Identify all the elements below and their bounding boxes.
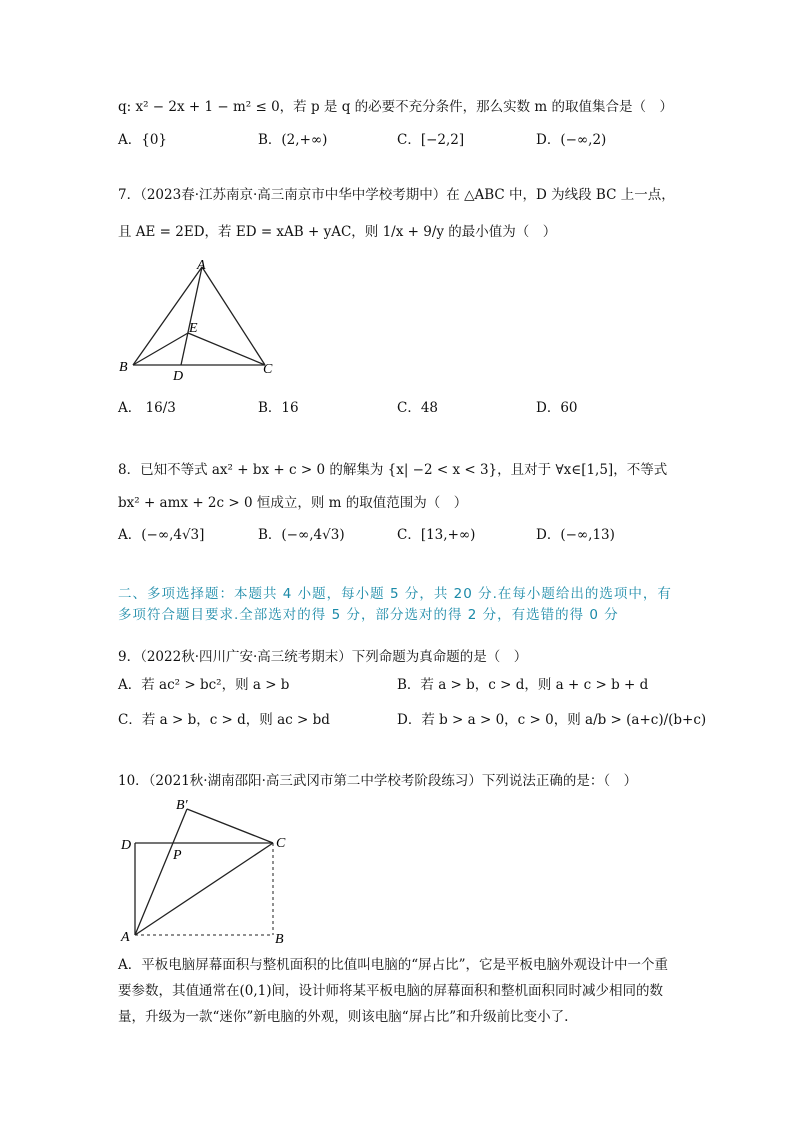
q10-rectangle-figure	[115, 795, 300, 950]
q10-option-a: A．平板电脑屏幕面积与整机面积的比值叫电脑的“屏占比”，它是平板电脑外观设计中一个重要参数，其值通常在(0,1)间，设计师将某平板电脑的屏幕面积和整机面积同时减少相同的数量，升级为一款“迷你”新电脑的外观，则该电脑“屏占比”和升级前比变小了.	[118, 957, 669, 1025]
label-d: D	[121, 838, 132, 853]
segment-ac	[135, 843, 273, 935]
q6-option-c: C．[−2,2]	[397, 132, 465, 148]
q10-stem: 10．（2021秋·湖南邵阳·高三武冈市第二中学校考阶段练习）下列说法正确的是：（ ）	[118, 773, 638, 789]
q7-stem-line2: 且 AE = 2ED，若 ED = xAB + yAC，则 1/x + 9/y 的最小值为（ ）	[118, 224, 557, 240]
segment-ac	[202, 267, 265, 365]
segment-be	[133, 333, 188, 365]
q8-stem-line2: bx² + amx + 2c > 0 恒成立，则 m 的取值范围为（ ）	[118, 495, 468, 511]
q8-option-a: A．(−∞,4√3]	[118, 527, 205, 543]
segment-ec	[188, 333, 265, 365]
label-b: B	[119, 360, 128, 375]
q7-stem-line1: 7．（2023春·江苏南京·高三南京市中华中学校考期中）在 △ABC 中，D 为线段 BC 上一点，	[118, 187, 675, 203]
q8-stem-line1: 8．已知不等式 ax² + bx + c > 0 的解集为 {x| −2 < x < 3}，且对于 ∀x∈[1,5]，不等式	[118, 462, 668, 478]
label-a: A	[197, 258, 206, 273]
segment-ab-prime	[135, 809, 187, 935]
q7-option-d: D．60	[536, 400, 578, 416]
q8-option-b: B．(−∞,4√3)	[258, 527, 345, 543]
section-2-heading: 二、多项选择题：本题共 4 小题，每小题 5 分，共 20 分.在每小题给出的选项中，有多项符合题目要求.全部选对的得 5 分，部分选对的得 2 分，有选错的得 0 分	[118, 586, 672, 623]
q6-option-a: A．{0}	[118, 132, 168, 148]
q8-option-c: C．[13,+∞)	[397, 527, 476, 543]
label-p: P	[173, 848, 182, 863]
q9-stem: 9．（2022秋·四川广安·高三统考期末）下列命题为真命题的是（ ）	[118, 649, 528, 665]
label-b: B	[275, 932, 284, 947]
q7-option-b: B．16	[258, 400, 299, 416]
label-c: C	[263, 362, 273, 377]
q6-option-d: D．(−∞,2)	[536, 132, 607, 148]
segment-b-prime-c	[187, 809, 273, 843]
label-a: A	[121, 930, 130, 945]
q6-option-b: B．(2,+∞)	[258, 132, 328, 148]
q7-triangle-figure	[115, 255, 285, 385]
q8-option-d: D．(−∞,13)	[536, 527, 615, 543]
q7-option-c: C．48	[397, 400, 439, 416]
label-e: E	[189, 321, 198, 336]
q9-option-d: D．若 b > a > 0，c > 0，则 a/b > (a+c)/(b+c)	[397, 712, 707, 728]
q9-option-a: A．若 ac² > bc²，则 a > b	[118, 677, 290, 693]
label-b-prime: B′	[176, 798, 188, 813]
q6-stem: q: x² − 2x + 1 − m² ≤ 0，若 p 是 q 的必要不充分条件，那么实数 m 的取值集合是（ ）	[118, 99, 674, 115]
q9-option-b: B．若 a > b，c > d，则 a + c > b + d	[397, 677, 649, 693]
q9-option-c: C．若 a > b，c > d，则 ac > bd	[118, 712, 330, 728]
label-c: C	[276, 836, 286, 851]
q7-option-a: A． 16/3	[118, 400, 176, 416]
label-d: D	[173, 369, 184, 384]
